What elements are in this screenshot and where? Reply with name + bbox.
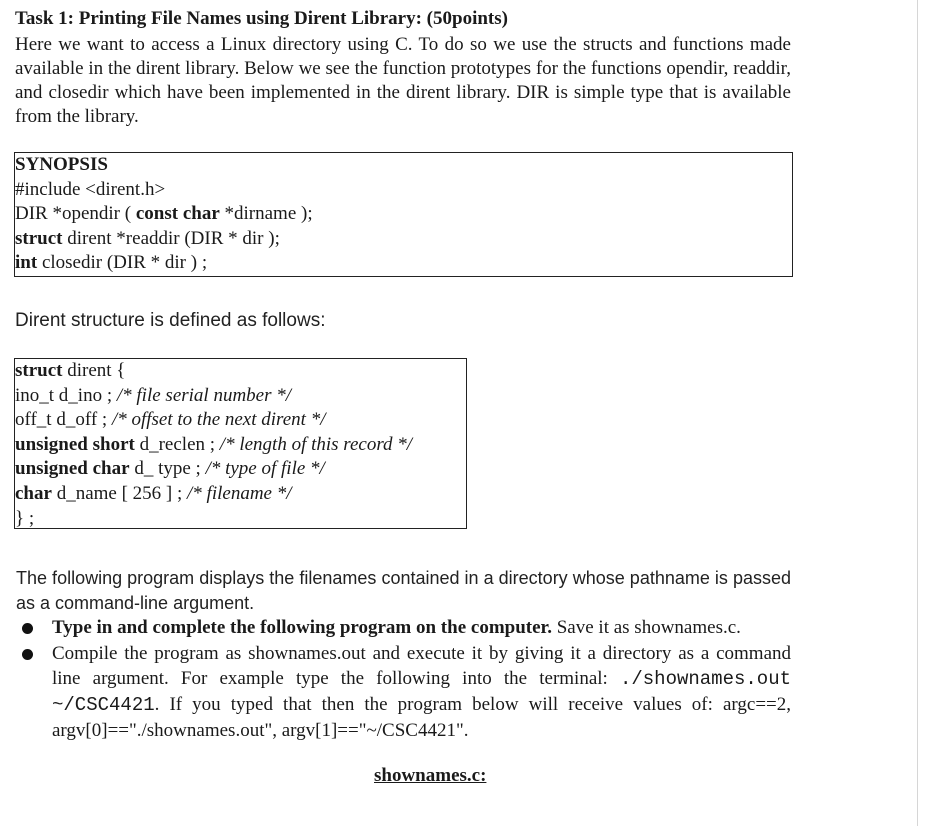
list-item: Type in and complete the following program on the computer. Save it as shownames.c. [16, 615, 791, 640]
list-item: Compile the program as shownames.out and execute it by giving it a directory as a command line argument. For example type the following into the terminal: ./shownames.out ~/CSC4421. If you typed that then the program below will receive values of: argc==2, argv[0]=="./shownames.out", argv[1]=="~/CSC4421". [16, 641, 791, 743]
dirent-struct-box [14, 358, 467, 529]
struct-line-1: struct dirent { [15, 360, 126, 381]
struct-line-4: unsigned short d_reclen ; /* length of this record */ [15, 433, 413, 455]
closedir-prototype: int closedir (DIR * dir ) ; [15, 252, 208, 274]
synopsis-box [14, 152, 793, 277]
readdir-prototype: struct dirent *readdir (DIR * dir ); [15, 227, 280, 249]
include-line: #include <dirent.h> [15, 178, 166, 200]
intro-paragraph: Here we want to access a Linux directory using C. To do so we use the structs and functions made available in the dirent library. Below we see the function prototypes for the functions opendir, readdir, and closedir which have been implemented in the dirent library. DIR is simple type that is available from the library. [15, 34, 791, 127]
file-caption: shownames.c: [374, 765, 487, 786]
dirent-intro: Dirent structure is defined as follows: [15, 310, 326, 331]
struct-line-6: char d_name [ 256 ] ; /* filename */ [15, 482, 292, 504]
struct-line-2: ino_t d_ino ; /* file serial number */ [15, 384, 292, 406]
instruction-list [16, 615, 791, 743]
struct-line-3: off_t d_off ; /* offset to the next dirent */ [15, 409, 326, 431]
struct-line-5: unsigned char d_ type ; /* type of file */ [15, 458, 325, 480]
bullet-icon [22, 623, 33, 634]
vertical-scrollbar[interactable] [917, 0, 928, 826]
opendir-prototype: DIR *opendir ( const char *dirname ); [15, 203, 313, 225]
program-description: The following program displays the filenames contained in a directory whose pathname is passed as a command-line argument. [16, 568, 791, 613]
task-title: Task 1: Printing File Names using Dirent Library: (50points) [15, 8, 508, 29]
synopsis-heading: SYNOPSIS [15, 154, 108, 175]
terminal-command: ./shownames.out ~/CSC4421 [52, 668, 791, 716]
bullet-icon [22, 649, 33, 660]
struct-line-7: } ; [15, 507, 35, 529]
